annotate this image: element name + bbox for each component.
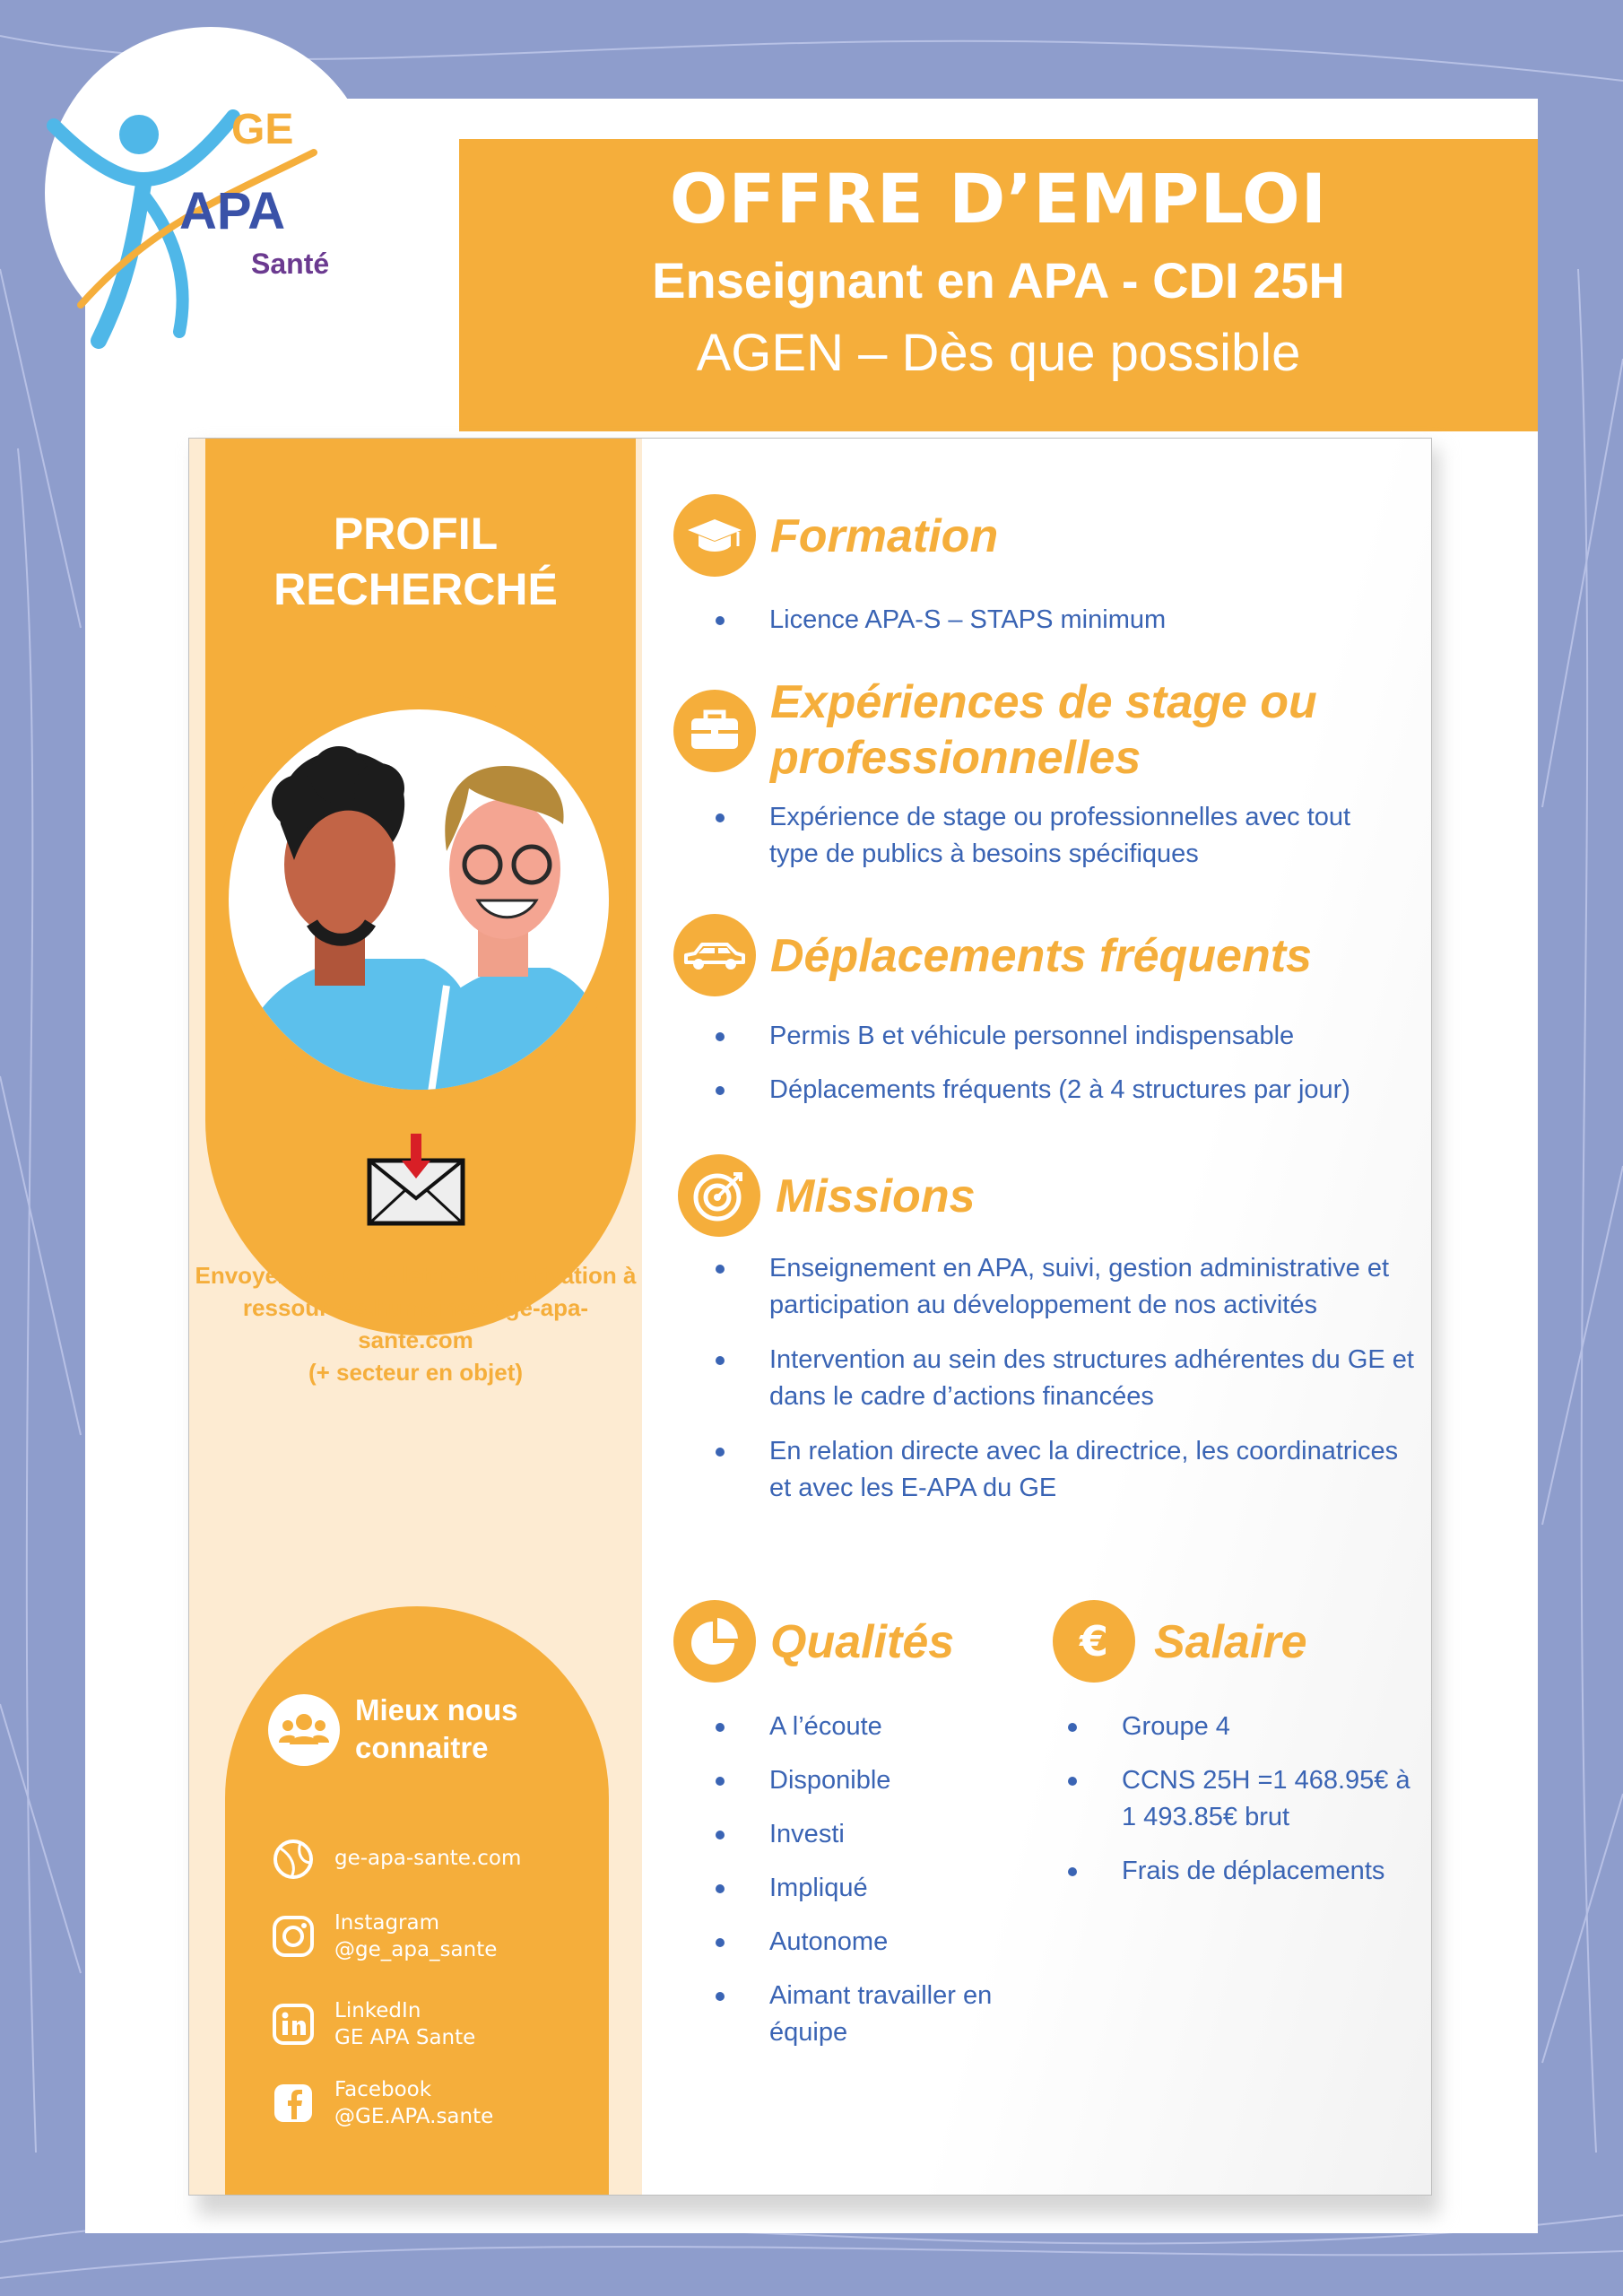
list-item: Licence APA-S – STAPS minimum: [716, 602, 1397, 639]
contact-title: [355, 1692, 588, 1767]
pie-chart-icon: [673, 1600, 756, 1683]
list-item: Groupe 4: [1068, 1709, 1422, 1745]
contact-website[interactable]: [270, 1832, 602, 1890]
contact-title-line2: connaitre: [355, 1731, 489, 1764]
instagram-icon: [270, 1913, 317, 1960]
send-line1: Envoyez vos CV + lettre de motivation à: [195, 1262, 637, 1289]
globe-icon: [270, 1836, 317, 1883]
list-item: Enseignement en APA, suivi, gestion administrative et participation au développement de nos activités: [716, 1250, 1424, 1324]
briefcase-icon: [673, 690, 756, 772]
job-location: AGEN – Dès que possible: [696, 324, 1301, 382]
list-item: Expérience de stage ou professionnelles avec tout type de publics à besoins spécifiques: [716, 799, 1375, 873]
target-icon: [678, 1154, 760, 1237]
deplacements-list: [716, 1018, 1406, 1126]
instagram-handle: @ge_apa_sante: [334, 1938, 498, 1961]
list-item: En relation directe avec la directrice, les coordinatrices et avec les E-APA du GE: [716, 1433, 1424, 1507]
linkedin-icon: [270, 2001, 317, 2048]
list-item: Impliqué: [716, 1870, 1038, 1907]
users-group-icon: [268, 1694, 340, 1766]
profile-heading: [189, 506, 642, 617]
experience-title-line2: professionnelles: [770, 732, 1141, 784]
linkedin-label: LinkedIn: [334, 1999, 421, 2022]
list-item: Autonome: [716, 1924, 1038, 1961]
logo-text-apa: APA: [179, 182, 286, 240]
facebook-icon: [270, 2080, 317, 2126]
graduation-cap-icon: [673, 494, 756, 577]
section-title-deplacements: Déplacements fréquents: [770, 930, 1312, 982]
send-email[interactable]: ressources.humaines@ge-apa-sante.com: [242, 1294, 589, 1353]
missions-list: [716, 1250, 1424, 1525]
instagram-label: Instagram: [334, 1911, 440, 1935]
job-title: Enseignant en APA - CDI 25H: [652, 252, 1345, 309]
svg-text:€: €: [1079, 1617, 1109, 1665]
contact-panel: [225, 1606, 609, 2195]
header-banner: [459, 139, 1538, 431]
formation-list: [716, 602, 1397, 657]
section-title-experience: [770, 674, 1317, 786]
list-item: Aimant travailler en équipe: [716, 1978, 1038, 2051]
experience-list: [716, 799, 1375, 891]
list-item: Permis B et véhicule personnel indispensable: [716, 1018, 1406, 1055]
facebook-label: Facebook: [334, 2078, 432, 2101]
list-item: Frais de déplacements: [1068, 1853, 1422, 1890]
profile-heading-line2: RECHERCHÉ: [273, 564, 558, 614]
section-title-qualites: Qualités: [770, 1616, 955, 1668]
list-item: Déplacements fréquents (2 à 4 structures par jour): [716, 1072, 1406, 1109]
qualites-list: [716, 1709, 1038, 2068]
send-line3: (+ secteur en objet): [308, 1359, 524, 1386]
contact-linkedin[interactable]: [270, 1997, 602, 2055]
people-illustration: [209, 690, 629, 1109]
ge-apa-sante-logo: [45, 63, 377, 359]
page-title: OFFRE D’EMPLOI: [669, 159, 1328, 239]
profile-column: [189, 439, 642, 2195]
contact-facebook[interactable]: [270, 2076, 602, 2134]
car-icon: [673, 914, 756, 996]
website-text: ge-apa-sante.com: [334, 1847, 522, 1870]
list-item: Intervention au sein des structures adhérentes du GE et dans le cadre d’actions financées: [716, 1342, 1424, 1415]
contact-instagram[interactable]: [270, 1909, 602, 1967]
logo-text-sante: Santé: [251, 248, 330, 280]
job-card: [188, 438, 1432, 2196]
contact-title-line1: Mieux nous: [355, 1693, 518, 1726]
profile-heading-line1: PROFIL: [333, 509, 499, 559]
facebook-handle: @GE.APA.sante: [334, 2105, 494, 2128]
list-item: Disponible: [716, 1762, 1038, 1799]
section-title-missions: Missions: [776, 1170, 976, 1222]
list-item: A l’écoute: [716, 1709, 1038, 1745]
linkedin-handle: GE APA Sante: [334, 2026, 476, 2049]
euro-icon: [1053, 1600, 1135, 1683]
salaire-list: [1068, 1709, 1422, 1907]
experience-title-line1: Expériences de stage ou: [770, 676, 1317, 728]
application-instructions: [189, 1259, 642, 1388]
section-title-formation: Formation: [770, 510, 999, 562]
logo-text-ge: GE: [231, 106, 294, 153]
envelope-download-icon: [366, 1134, 466, 1229]
section-title-salaire: Salaire: [1154, 1616, 1307, 1668]
list-item: Investi: [716, 1816, 1038, 1853]
list-item: CCNS 25H =1 468.95€ à 1 493.85€ brut: [1068, 1762, 1422, 1836]
